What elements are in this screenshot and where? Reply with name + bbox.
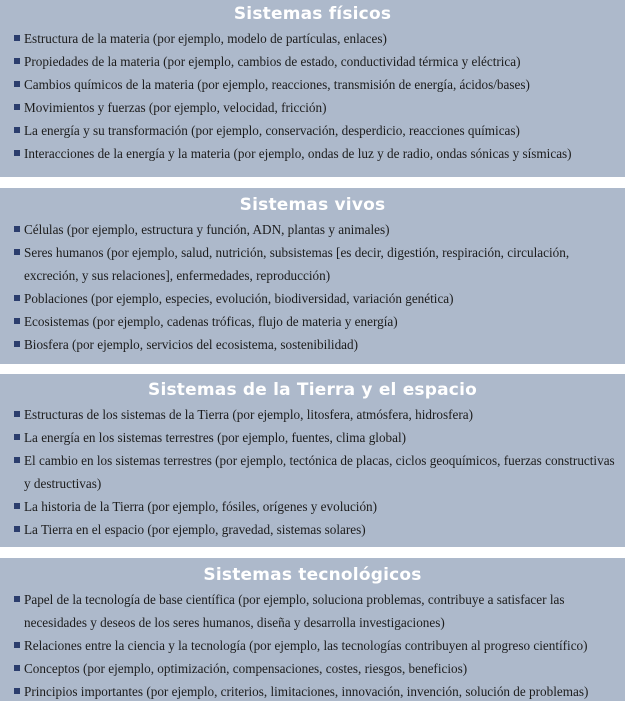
- square-bullet-icon: [14, 688, 20, 694]
- square-bullet-icon: [14, 81, 20, 87]
- list-item: [14, 588, 617, 634]
- square-bullet-icon: [14, 411, 20, 417]
- section-living-systems: [0, 188, 625, 364]
- item-text: Células (por ejemplo, estructura y función, ADN, plantas y animales): [24, 222, 390, 237]
- list-item: [14, 142, 617, 165]
- square-bullet-icon: [14, 58, 20, 64]
- list-item: [14, 403, 617, 426]
- item-text: Relaciones entre la ciencia y la tecnología (por ejemplo, las tecnologías contribuyen al progreso científico): [24, 638, 588, 653]
- item-list: [0, 27, 625, 165]
- section-earth-space-systems: [0, 374, 625, 547]
- section-title: Sistemas tecnológicos: [203, 565, 422, 585]
- square-bullet-icon: [14, 503, 20, 509]
- section-technological-systems: [0, 558, 625, 701]
- item-text: Principios importantes (por ejemplo, criterios, limitaciones, innovación, invención, solución de problemas): [24, 684, 589, 699]
- item-text: La energía y su transformación (por ejemplo, conservación, desperdicio, reacciones químicas): [24, 123, 520, 138]
- section-title: Sistemas físicos: [233, 4, 392, 24]
- list-item: [14, 680, 617, 703]
- item-text: Conceptos (por ejemplo, optimización, compensaciones, costes, riesgos, beneficios): [24, 661, 468, 676]
- square-bullet-icon: [14, 295, 20, 301]
- list-item: [14, 50, 617, 73]
- item-text: El cambio en los sistemas terrestres (por ejemplo, tectónica de placas, ciclos geoquímicos, fuerzas constructivas y destructivas): [24, 453, 615, 491]
- list-item: [14, 310, 617, 333]
- square-bullet-icon: [14, 150, 20, 156]
- list-item: [14, 634, 617, 657]
- item-text: Propiedades de la materia (por ejemplo, cambios de estado, conductividad térmica y eléctrica): [24, 54, 521, 69]
- list-item: [14, 426, 617, 449]
- list-item: [14, 218, 617, 241]
- square-bullet-icon: [14, 104, 20, 110]
- square-bullet-icon: [14, 127, 20, 133]
- square-bullet-icon: [14, 249, 20, 255]
- item-list: [0, 588, 625, 703]
- item-list: [0, 403, 625, 541]
- item-text: Papel de la tecnología de base científica (por ejemplo, soluciona problemas, contribuye a satisfacer las necesidades y deseos de los seres humanos, diseña y desarrolla investigaciones): [24, 592, 565, 630]
- list-item: [14, 287, 617, 310]
- square-bullet-icon: [14, 434, 20, 440]
- square-bullet-icon: [14, 318, 20, 324]
- item-text: Ecosistemas (por ejemplo, cadenas tróficas, flujo de materia y energía): [24, 314, 398, 329]
- list-item: [14, 27, 617, 50]
- item-text: Cambios químicos de la materia (por ejemplo, reacciones, transmisión de energía, ácidos/bases): [24, 77, 530, 92]
- square-bullet-icon: [14, 226, 20, 232]
- square-bullet-icon: [14, 341, 20, 347]
- square-bullet-icon: [14, 35, 20, 41]
- item-text: La Tierra en el espacio (por ejemplo, gravedad, sistemas solares): [24, 522, 366, 537]
- square-bullet-icon: [14, 642, 20, 648]
- list-item: [14, 495, 617, 518]
- list-item: [14, 449, 617, 495]
- item-text: Poblaciones (por ejemplo, especies, evolución, biodiversidad, variación genética): [24, 291, 454, 306]
- item-text: Biosfera (por ejemplo, servicios del ecosistema, sostenibilidad): [24, 337, 358, 352]
- list-item: [14, 96, 617, 119]
- square-bullet-icon: [14, 526, 20, 532]
- item-text: La historia de la Tierra (por ejemplo, fósiles, orígenes y evolución): [24, 499, 378, 514]
- item-list: [0, 218, 625, 356]
- list-item: [14, 333, 617, 356]
- item-text: Estructura de la materia (por ejemplo, modelo de partículas, enlaces): [24, 31, 387, 46]
- square-bullet-icon: [14, 665, 20, 671]
- section-title: Sistemas de la Tierra y el espacio: [148, 380, 477, 400]
- list-item: [14, 119, 617, 142]
- list-item: [14, 73, 617, 96]
- square-bullet-icon: [14, 457, 20, 463]
- list-item: [14, 657, 617, 680]
- square-bullet-icon: [14, 596, 20, 602]
- section-physical-systems: [0, 0, 625, 177]
- list-item: [14, 241, 617, 287]
- item-text: Movimientos y fuerzas (por ejemplo, velocidad, fricción): [24, 100, 327, 115]
- list-item: [14, 518, 617, 541]
- section-title: Sistemas vivos: [239, 195, 386, 215]
- item-text: Seres humanos (por ejemplo, salud, nutrición, subsistemas [es decir, digestión, respiración, circulación, excreción, y sus relaciones], enfermedades, reproducción): [24, 245, 570, 283]
- item-text: Estructuras de los sistemas de la Tierra (por ejemplo, litosfera, atmósfera, hidrosfera): [24, 407, 473, 422]
- item-text: La energía en los sistemas terrestres (por ejemplo, fuentes, clima global): [24, 430, 407, 445]
- item-text: Interacciones de la energía y la materia (por ejemplo, ondas de luz y de radio, ondas sónicas y sísmicas): [24, 146, 572, 161]
